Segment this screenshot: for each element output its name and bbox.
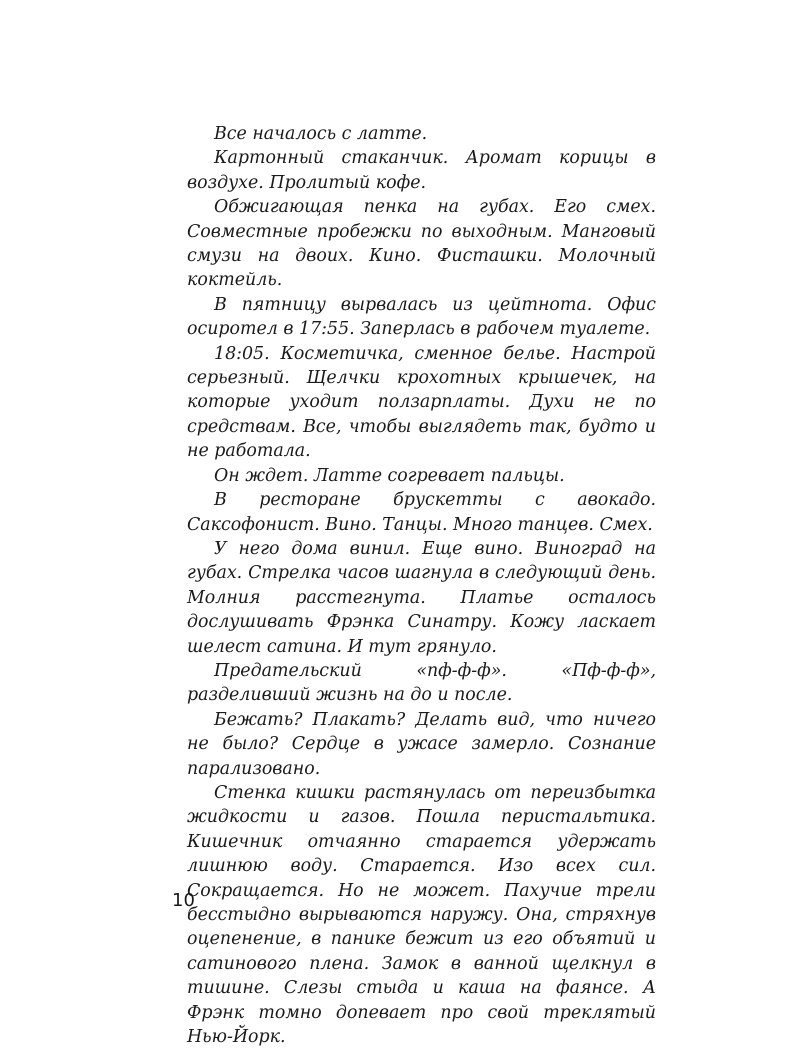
paragraph: В ресторане брускетты с авокадо. Саксофонист. Вино. Танцы. Много танцев. Смех. xyxy=(187,490,656,535)
paragraph: Обжигающая пенка на губах. Его смех. Совместные пробежки по выходным. Манговый смузи на двоих. Кино. Фисташки. Молочный коктейль. xyxy=(187,197,656,291)
paragraph: Все началось с латте. xyxy=(214,124,428,144)
paragraph: Бежать? Плакать? Делать вид, что ничего не было? Сердце в ужасе замерло. Сознание парализовано. xyxy=(187,709,656,779)
paragraph: В пятницу вырвалась из цейтнота. Офис осиротел в 17:55. Заперлась в рабочем туалете. xyxy=(187,294,656,340)
paragraph: У него дома винил. Еще вино. Виноград на губах. Стрелка часов шагнула в следующий день. Молния расстегнута. Платье осталось дослушивать Фрэнка Синатру. Кожу ласкает шелест сатина. И тут грянуло. xyxy=(187,538,656,657)
body-text xyxy=(187,122,656,1049)
paragraph: Он ждет. Латте согревает пальцы. xyxy=(214,465,565,486)
page-number: 10 xyxy=(172,890,195,911)
paragraph: Предательский «пф-ф-ф». «Пф-ф-ф», разделивший жизнь на до и после. xyxy=(187,660,656,706)
paragraph: Картонный стаканчик. Аромат корицы в воздухе. Пролитый кофе. xyxy=(187,148,656,193)
paragraph: 18:05. Косметичка, сменное белье. Настрой серьезный. Щелчки крохотных крышечек, на которые уходит ползарплаты. Духи не по средствам. Все, чтобы выглядеть так, будто и не работала. xyxy=(187,343,656,462)
paragraph: Стенка кишки растянулась от переизбытка жидкости и газов. Пошла перистальтика. Кишечник отчаянно старается удержать лишнюю воду. Старается. Изо всех сил. Сокращается. Но не может. Пахучие трели бесстыдно вырываются наружу. Она, стряхнув оцепенение, в панике бежит из его объятий и сатинового плена. Замок в ванной щелкнул в тишине. Слезы стыда и каша на фаянсе. А Фрэнк томно допевает про свой треклятый Нью-Йорк. xyxy=(187,782,656,1048)
